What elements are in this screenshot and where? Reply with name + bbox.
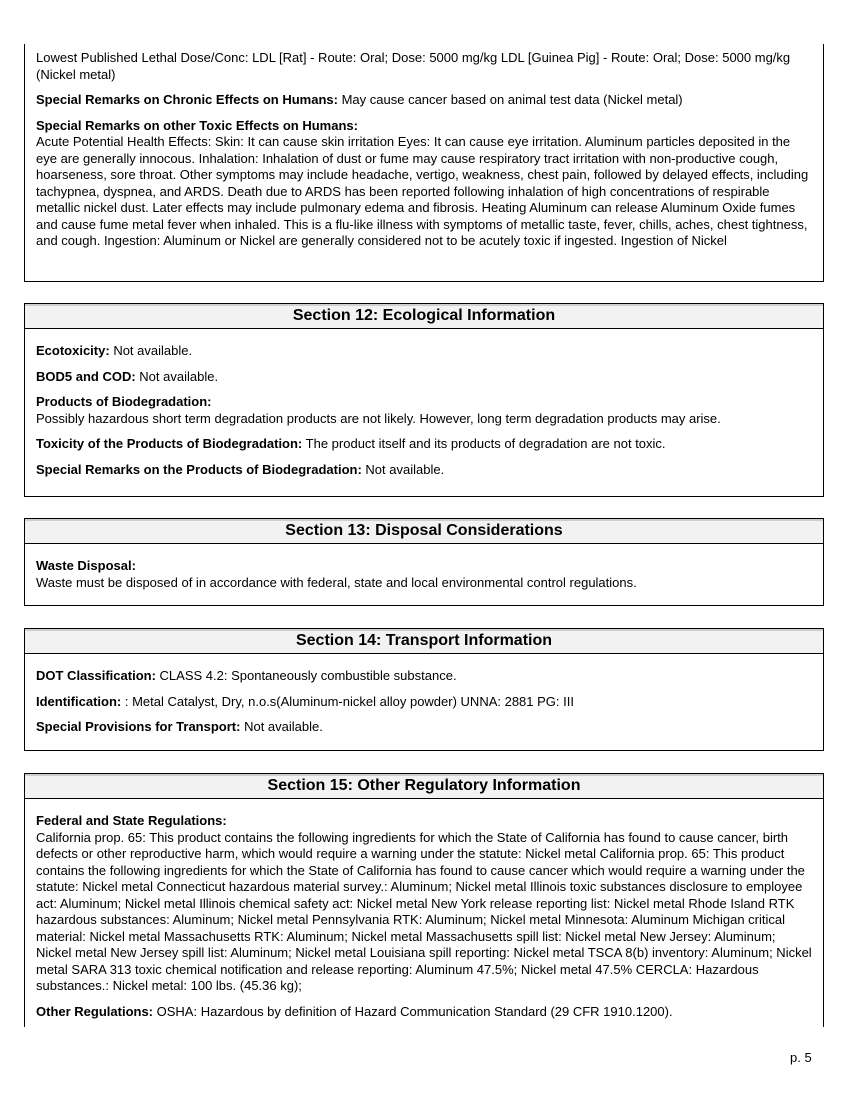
other-regulations — [36, 1004, 812, 1021]
toxic-effects-label: Special Remarks on other Toxic Effects on Humans: — [36, 117, 358, 133]
bod5-cod-label: BOD5 and COD: — [36, 368, 136, 384]
federal-state-regulations-label: Federal and State Regulations: — [36, 813, 227, 828]
ecotoxicity-label: Ecotoxicity: — [36, 343, 110, 358]
section-13-title: Section 13: Disposal Considerations — [25, 519, 823, 544]
bod5-cod — [36, 369, 812, 386]
other-regulations-label: Other Regulations: — [36, 1003, 154, 1019]
identification — [36, 694, 812, 711]
products-of-biodegradation — [36, 394, 812, 427]
toxic-effects-value: Acute Potential Health Effects: Skin: It can cause skin irritation Eyes: It can cause eye irritation. Aluminum particles deposited in the eye are generally innocous. Inhalation: Inhalation of dust or fume may cause respiratory tract irritation with non-productive cough, hoarseness, sore throat. Other symptoms may include headache, vertigo, weakness, chest pain, followed by delayed effects, including tachypnea, dyspnea, and ARDS. Death due to ARDS has been reported following inhalation of high concentrations of respirable metallic nickel dust. Later effects may include pulmonary edema and fibrosis. Heating Aluminum can release Aluminum Oxide fumes and cause fume metal fever when inhaled. This is a flu-like illness with symptoms of metallic taste, fever, chills, aches, chest tightness, and cough. Ingestion: Aluminum or Nickel are generally considered not to be acutely toxic if ingested. Ingestion of Nickel — [36, 134, 809, 248]
special-provisions-value: Not available. — [244, 719, 323, 734]
section-12 — [24, 303, 824, 497]
dot-classification-value: CLASS 4.2: Spontaneously combustible substance. — [159, 668, 457, 683]
section-12-title: Section 12: Ecological Information — [25, 304, 823, 329]
section-13 — [24, 518, 824, 606]
special-provisions — [36, 719, 812, 736]
dot-classification-label: DOT Classification: — [36, 668, 156, 683]
section-15-title: Section 15: Other Regulatory Information — [25, 774, 823, 799]
federal-state-regulations-value: California prop. 65: This product contains the following ingredients for which the State of California has found to cause cancer, birth defects or other reproductive harm, which would require a warning under the statute: Nickel metal California prop. 65: This product contains the following ingredients for which the State of California has found to cause cancer which would require a warning under the statute: Nickel metal Connecticut hazardous material survey.: Aluminum; Nickel metal Illinois toxic substances disclosure to employee act: Aluminum; Nickel metal Illinois chemical safety act: Nickel metal New York release reporting list: Nickel metal Rhode Island RTK hazardous substances: Aluminum; Nickel metal Pennsylvania RTK: Aluminum; Nickel metal Minnesota: Aluminum Michigan critical material: Nickel metal Massachusetts RTK: Aluminum; Nickel metal Massachusetts spill list: Nickel metal New Jersey: Aluminum; Nickel metal New Jersey spill list: Aluminum; Nickel metal Louisiana spill reporting: Nickel metal TSCA 8(b) inventory: Aluminum; Nickel metal SARA 313 toxic chemical notification and release reporting: Aluminum 47.5%; Nickel metal 47.5% CERCLA: Hazardous substances.: Nickel metal: 100 lbs. (45.36 kg); — [36, 829, 812, 993]
special-provisions-label: Special Provisions for Transport: — [36, 719, 241, 734]
chronic-effects-label: Special Remarks on Chronic Effects on Humans: — [36, 92, 338, 107]
dot-classification — [36, 668, 812, 685]
section-14-title: Section 14: Transport Information — [25, 629, 823, 654]
section-11-content — [25, 44, 823, 258]
identification-value: : Metal Catalyst, Dry, n.o.s(Aluminum-nickel alloy powder) UNNA: 2881 PG: III — [124, 693, 574, 709]
section-15-content — [25, 799, 823, 1028]
waste-disposal — [36, 558, 812, 591]
toxicity-of-products-label: Toxicity of the Products of Biodegradation: — [36, 436, 303, 451]
identification-label: Identification: — [36, 693, 122, 709]
products-of-biodegradation-value: Possibly hazardous short term degradation products are not likely. However, long term degradation products may arise. — [36, 410, 721, 426]
federal-state-regulations — [36, 813, 812, 995]
toxicity-of-products — [36, 436, 812, 453]
biodegradation-remarks — [36, 462, 812, 479]
chronic-effects — [36, 92, 812, 109]
other-regulations-value: OSHA: Hazardous by definition of Hazard Communication Standard (29 CFR 1910.1200). — [156, 1003, 673, 1019]
section-15 — [24, 773, 824, 1027]
section-12-content — [25, 329, 823, 486]
section-11-continued — [24, 44, 824, 282]
ldl-text: Lowest Published Lethal Dose/Conc: LDL [Rat] - Route: Oral; Dose: 5000 mg/kg LDL [Guinea Pig] - Route: Oral; Dose: 5000 mg/kg (Nickel metal) — [36, 50, 791, 82]
ecotoxicity — [36, 343, 812, 360]
bod5-cod-value: Not available. — [139, 368, 219, 384]
waste-disposal-label: Waste Disposal: — [36, 558, 136, 573]
toxic-effects — [36, 118, 812, 250]
chronic-effects-value: May cause cancer based on animal test data (Nickel metal) — [341, 92, 683, 107]
biodegradation-remarks-value: Not available. — [365, 461, 445, 477]
biodegradation-remarks-label: Special Remarks on the Products of Biodegradation: — [36, 461, 362, 477]
section-13-content — [25, 544, 823, 599]
page-number: p. 5 — [790, 1050, 812, 1065]
section-14-content — [25, 654, 823, 744]
ecotoxicity-value: Not available. — [113, 343, 193, 358]
toxicity-of-products-value: The product itself and its products of degradation are not toxic. — [305, 436, 666, 451]
waste-disposal-value: Waste must be disposed of in accordance with federal, state and local environmental control regulations. — [36, 574, 637, 590]
products-of-biodegradation-label: Products of Biodegradation: — [36, 394, 212, 409]
section-14 — [24, 628, 824, 751]
